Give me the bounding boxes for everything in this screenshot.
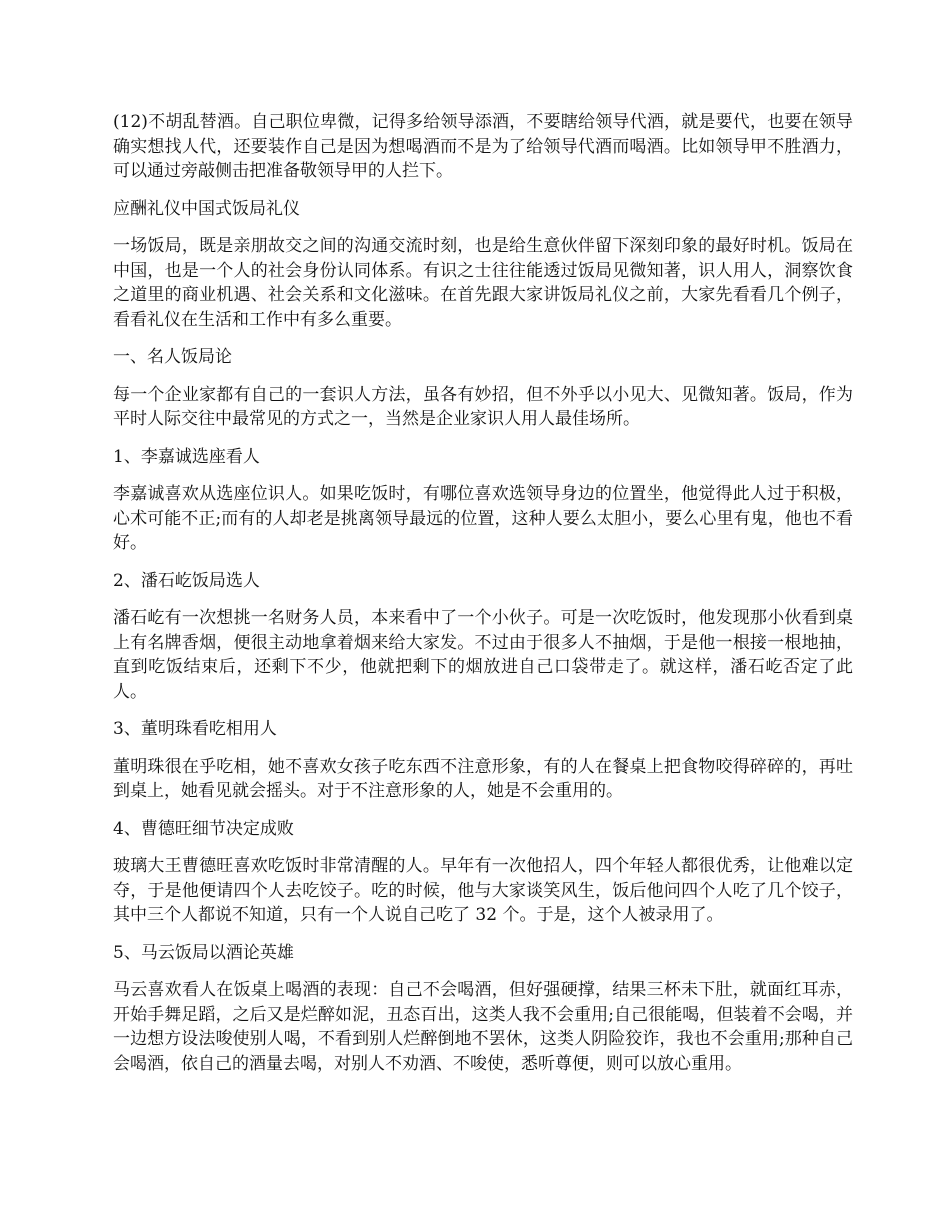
subheading-dong-mingzhu: 3、董明珠看吃相用人: [113, 719, 277, 739]
subheading-ma-yun: 5、马云饭局以酒论英雄: [113, 942, 294, 963]
subheading-pan-shiyi: 2、潘石屹饭局选人: [113, 570, 260, 591]
section-heading-celebrity-banquets: 一、名人饭局论: [113, 347, 232, 367]
paragraph-entrepreneurs: 每一个企业家都有自己的一套识人方法，虽各有妙招，但不外乎以小见大、见微知著。饭局，作为平时人际交往中最常见的方式之一，当然是企业家识人用人最佳场所。: [113, 384, 853, 429]
paragraph-dong-mingzhu: 董明珠很在乎吃相，她不喜欢女孩子吃东西不注意形象，有的人在餐桌上把食物咬得碎碎的，再吐到桌上，她看见就会摇头。对于不注意形象的人，她是不会重用的。: [113, 756, 853, 801]
paragraph-pan-shiyi: 潘石屹有一次想挑一名财务人员，本来看中了一个小伙子。可是一次吃饭时，他发现那小伙看到桌上有名牌香烟，便很主动地拿着烟来给大家发。不过由于很多人不抽烟，于是他一根接一根地抽，直到吃饭结束后，还剩下不少，他就把剩下的烟放进自己口袋带走了。就这样，潘石屹否定了此人。: [113, 608, 853, 702]
subheading-cao-dewang: 4、曹德旺细节决定成败: [113, 818, 294, 839]
paragraph-replacing-drinks: (12)不胡乱替酒。自己职位卑微，记得多给领导添酒，不要瞎给领导代酒，就是要代，也要在领导确实想找人代，还要装作自己是因为想喝酒而不是为了给领导代酒而喝酒。比如领导甲不胜酒力，可以通过旁敲侧击把准备敬领导甲的人拦下。: [113, 112, 853, 181]
paragraph-li-ka-shing: 李嘉诚喜欢从选座位识人。如果吃饭时，有哪位喜欢选领导身边的位置坐，他觉得此人过于积极，心术可能不正;而有的人却老是挑离领导最远的位置，这种人要么太胆小，要么心里有鬼，他也不看好。: [113, 484, 853, 553]
paragraph-cao-dewang: 玻璃大王曹德旺喜欢吃饭时非常清醒的人。早年有一次他招人，四个年轻人都很优秀，让他难以定夺，于是他便请四个人去吃饺子。吃的时候，他与大家谈笑风生，饭后他问四个人吃了几个饺子，其中三个人都说不知道，只有一个人说自己吃了 32 个。于是，这个人被录用了。: [113, 856, 853, 925]
document-page: [113, 110, 853, 1089]
subheading-li-ka-shing: 1、李嘉诚选座看人: [113, 446, 260, 467]
paragraph-ma-yun: 马云喜欢看人在饭桌上喝酒的表现：自己不会喝酒，但好强硬撑，结果三杯未下肚，就面红耳赤，开始手舞足蹈，之后又是烂醉如泥，丑态百出，这类人我不会重用;自己很能喝，但装着不会喝，并一边想方设法唆使别人喝，不看到别人烂醉倒地不罢休，这类人阴险狡诈，我也不会重用;那种自己会喝酒，依自己的酒量去喝，对别人不劝酒、不唆使，悉听尊便，则可以放心重用。: [113, 980, 853, 1074]
paragraph-intro: 一场饭局，既是亲朋故交之间的沟通交流时刻，也是给生意伙伴留下深刻印象的最好时机。饭局在中国，也是一个人的社会身份认同体系。有识之士往往能透过饭局见微知著，识人用人，洞察饮食之道里的商业机遇、社会关系和文化滋味。在首先跟大家讲饭局礼仪之前，大家先看看几个例子，看看礼仪在生活和工作中有多么重要。: [113, 236, 853, 330]
section-title-banquet-etiquette: 应酬礼仪中国式饭局礼仪: [113, 198, 300, 219]
